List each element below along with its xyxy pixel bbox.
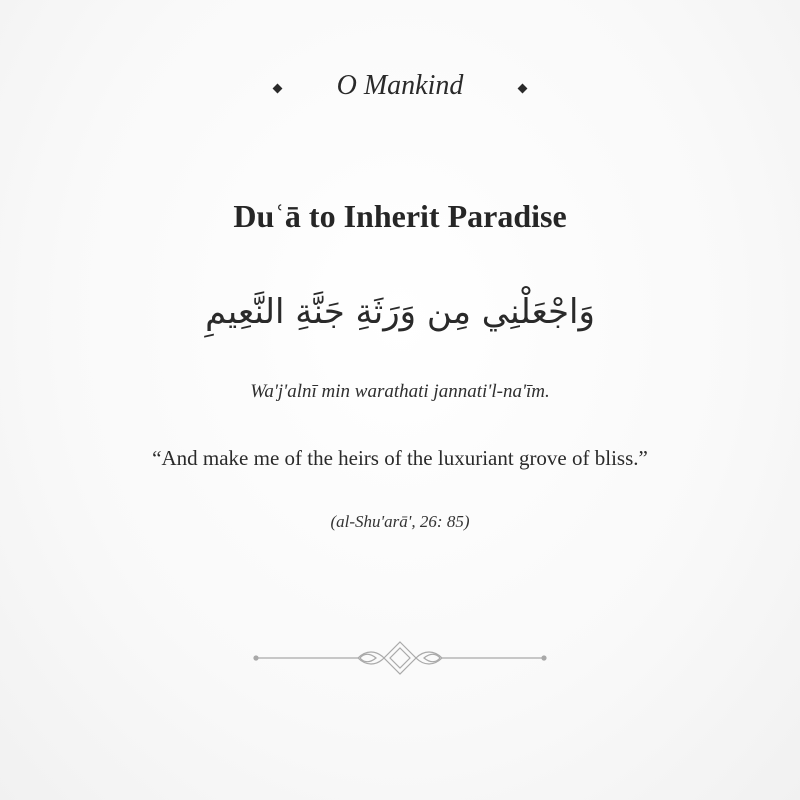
verse-reference: (al-Shu'arā', 26: 85) — [330, 512, 470, 531]
header — [0, 64, 800, 108]
divider-ornament-icon — [250, 636, 550, 680]
translation-text: “And make me of the heirs of the luxuriant grove of bliss.” — [152, 446, 648, 470]
transliteration-text: Wa'j'alnī min warathati jannati'l-na'īm. — [250, 381, 550, 402]
header-title: O Mankind — [336, 70, 464, 101]
dua-title: Duʿā to Inherit Paradise — [233, 198, 567, 234]
arabic-text: وَاجْعَلْنِي مِن وَرَثَةِ جَنَّةِ النَّعِيمِ — [205, 292, 595, 332]
diamond-icon — [272, 83, 282, 93]
diamond-icon — [518, 83, 528, 93]
